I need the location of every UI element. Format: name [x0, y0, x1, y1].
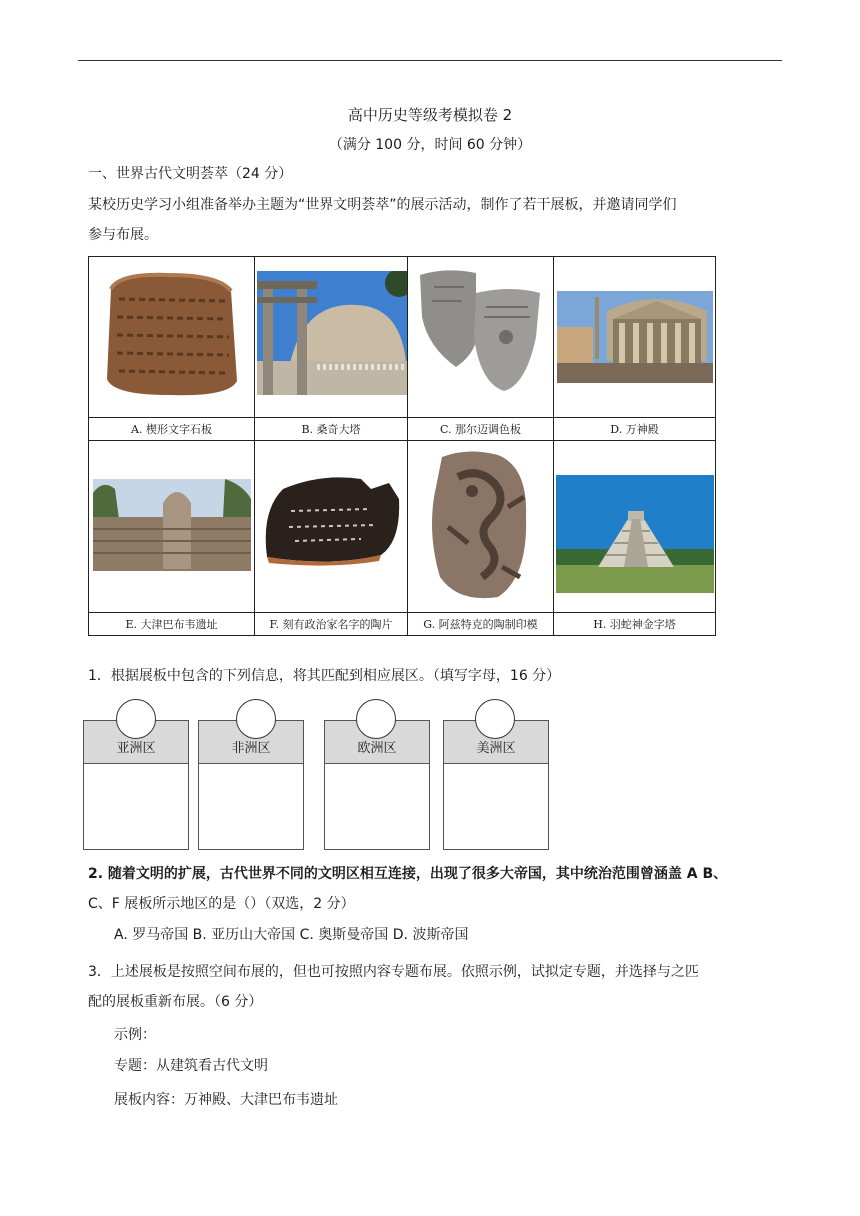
clay-tablet-photo: [99, 269, 241, 399]
panel-d-image: [554, 257, 716, 418]
panel-e-image: [89, 441, 255, 613]
example-content: 展板内容：万神殿、大津巴布韦遗址: [114, 1092, 338, 1108]
palette-photo: [416, 267, 546, 401]
region-label-americas: 美洲区: [444, 721, 548, 764]
panel-h-caption: H. 羽蛇神金字塔: [554, 613, 716, 636]
panel-f-image: [255, 441, 408, 613]
pantheon-photo: [557, 291, 713, 383]
panel-c-image: [408, 257, 554, 418]
section-heading: 一、世界古代文明荟萃（24 分）: [88, 166, 293, 182]
panel-e-caption: E. 大津巴布韦遗址: [89, 613, 255, 636]
panel-g-caption: G. 阿兹特克的陶制印模: [408, 613, 554, 636]
region-label-europe: 欧洲区: [325, 721, 429, 764]
exhibit-panel-table: [88, 256, 716, 636]
panel-h-image: [554, 441, 716, 613]
panel-f-caption: F. 刻有政治家名字的陶片: [255, 613, 408, 636]
region-box-americas[interactable]: [443, 720, 549, 850]
region-label-asia: 亚洲区: [84, 721, 188, 764]
panel-g-image: [408, 441, 554, 613]
panel-b-image: [255, 257, 408, 418]
example-label: 示例：: [114, 1027, 156, 1043]
region-box-europe[interactable]: [324, 720, 430, 850]
answer-circle-asia[interactable]: [116, 699, 156, 739]
panel-a-caption: A. 楔形文字石板: [89, 418, 255, 441]
pyramid-photo: [556, 475, 714, 593]
answer-circle-americas[interactable]: [475, 699, 515, 739]
question-2-line-1: 2. 随着文明的扩展，古代世界不同的文明区相互连接，出现了很多大帝国，其中统治范围曾涵盖 A B、: [88, 866, 728, 882]
stamp-photo: [428, 447, 534, 603]
intro-line-2: 参与布展。: [88, 227, 158, 243]
question-2-line-2: C、F 展板所示地区的是（）（双选，2 分）: [88, 896, 355, 912]
panel-d-caption: D. 万神殿: [554, 418, 716, 441]
intro-line-1: 某校历史学习小组准备举办主题为“世界文明荟萃”的展示活动，制作了若干展板，并邀请同学们: [88, 197, 677, 213]
panel-c-caption: C. 那尔迈调色板: [408, 418, 554, 441]
exam-subtitle: （满分 100 分，时间 60 分钟）: [328, 137, 532, 153]
potsherd-photo: [261, 471, 403, 567]
answer-circle-europe[interactable]: [356, 699, 396, 739]
question-2-options: A. 罗马帝国 B. 亚历山大帝国 C. 奥斯曼帝国 D. 波斯帝国: [114, 927, 469, 943]
question-3-line-2: 配的展板重新布展。（6 分）: [88, 994, 263, 1010]
example-topic: 专题：从建筑看古代文明: [114, 1058, 268, 1074]
answer-circle-africa[interactable]: [236, 699, 276, 739]
stupa-photo: [257, 271, 407, 395]
panel-b-caption: B. 桑奇大塔: [255, 418, 408, 441]
region-label-africa: 非洲区: [199, 721, 303, 764]
question-3-line-1: 3．上述展板是按照空间布展的，但也可按照内容专题布展。依照示例，试拟定专题，并选择与之匹: [88, 964, 699, 980]
region-box-africa[interactable]: [198, 720, 304, 850]
panel-a-image: [89, 257, 255, 418]
ruins-photo: [93, 479, 251, 571]
exam-title: 高中历史等级考模拟卷 2: [347, 106, 513, 124]
question-1: 1．根据展板中包含的下列信息，将其匹配到相应展区。（填写字母，16 分）: [88, 668, 561, 684]
region-box-asia[interactable]: [83, 720, 189, 850]
header-rule: [78, 60, 782, 61]
